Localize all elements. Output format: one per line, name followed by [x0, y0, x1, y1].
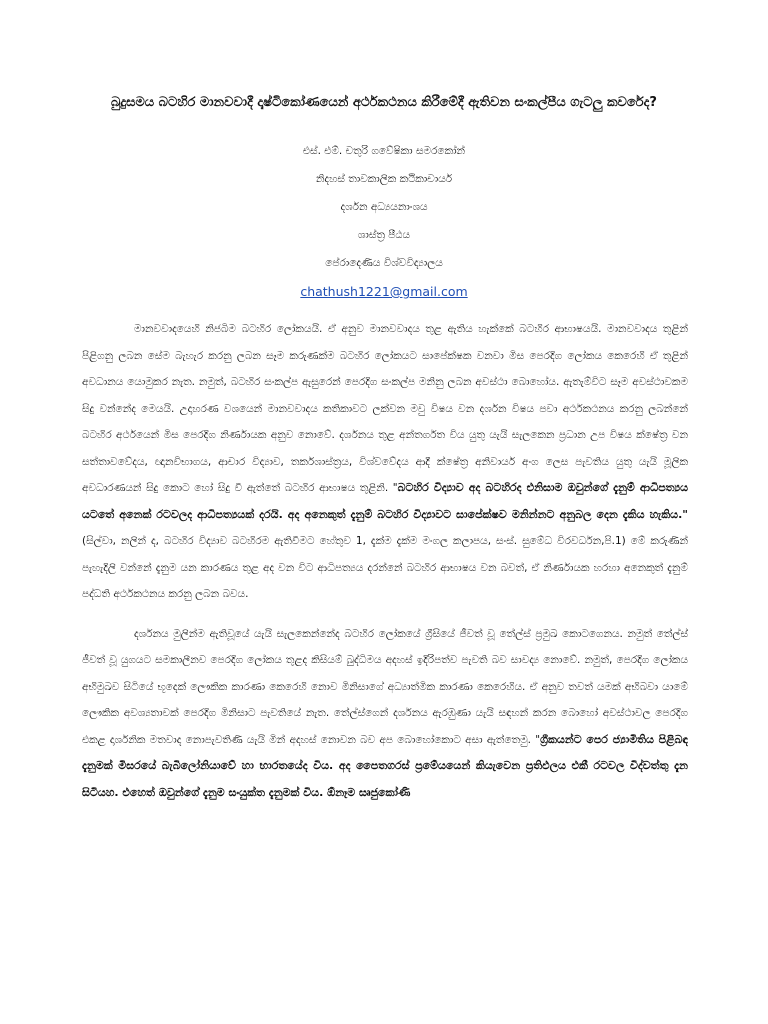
paper-body: [82, 316, 688, 806]
paragraph-1-rest: (සිල්වා, නලින් ද, බටහිර විද්‍යාව බටහිරම ඇතිවීමට හේතුව 1, දැක්ම දැක්ම මංගල කලාපය, සංස්. සුමේධ විරවර්ධන,පි.1) මේ කරුණින් පැහැදිලි වන්නේ දැනුම යන කාරණය තුළ අද වන විට ආධිපත්‍යය දරන්නේ බටහිර ආභාෂය වන බවත්, ඒ නිර්ණායක හරහා අනෙකුත් දැනුම් පද්ධති අර්ථකථනය කරනු ලබන බවය.: [82, 535, 688, 600]
paragraph-2: [82, 621, 688, 807]
author-block: [100, 142, 668, 310]
author-email-link[interactable]: chathush1221@gmail.com: [300, 284, 468, 299]
paragraph-2-quote: ග්‍රීකයන්ට පෙර ජ්‍යාමිතිය පිළිබඳ දැනුමක් මිසරයේ බැබිලෝනියාවේ හා භාරතයේද විය. අද පෛතගරස් ප්‍රමේයයෙන් කියැවෙන ප්‍රතිඵලය එකී රටවල විද්වත්තු දැන සිටියහ. එහෙත් ඔවුන්ගේ දැනුම සංයුක්ත දැනුමක් විය. ඕනෑම සෘජුකෝණි: [82, 732, 688, 799]
paragraph-2-intro: දර්ශනය මුලින්ම ඇතිවූයේ යැයි සැලකෙන්නේද බටහිර ලෝකයේ ග්‍රීසියේ ජීවත් වූ තේල්ස් ප්‍රමුඛ කොටගෙනය. නමුත් තේල්ස් ජීවත් වූ යුගයට සමකාලීනව පෙරදිග ලෝකය තුළද කිසියම් බුද්ධිමය අදහස් ඉදිරිපත්ව පැවති බව සාවද්‍ය නොවේ. නමුත්, පෙරදිග ලෝකය අභිමුඛව සිටියේ භූදෙක් ලෞකික කාරණා කෙරෙහි නොව මිනිසාගේ අධ්‍යාත්මික කාරණා කෙරෙහිය. ඒ අනුව තවත් යමක් අභිබවා යාමේ ලෞකික අවශ්‍යතාවක් පෙරදිග මිනිසාට පැවතියේ නැත. තේල්ස්ගෙන් දර්ශනය ඇරඹුණා යැයි සඳහන් කරන බොහෝ අවස්ථාවල පෙරදිග එකළ දාර්ශනික මතවාද නොපැවතිණි යැයි මින් අදහස් නොවන බව අප බොහෝකොට අසා ඇත්තෙමු. ": [82, 627, 688, 746]
author-faculty: ශාස්ත්‍ර පීඨය: [357, 229, 411, 241]
paper-title: බුදුසමය බටහිර මානවවාදී දෘෂ්ටිකෝණයෙන් අර්ථකථනය කිරීමේදී ඇතිවන සංකල්පීය ගැටලු කවරේද?: [111, 95, 657, 110]
author-name: එස්. එම්. චතුරි ගවේෂිකා සමරකෝන්: [302, 145, 466, 157]
author-position: නිදහස් තාවකාලික කථිකාචාර්ය: [315, 173, 453, 185]
paragraph-1-quote: බටහිර විද්‍යාව අද බටහිරද එනිසාම ඔවුන්ගේ දැනුම් ආධිපත්‍යය යටතේ අනෙක් රටවලද ආධිපත්‍යයක් දරයි. අද අනෙකුත් දැනුම් බටහිර විද්‍යාවට සාපේක්ෂව මනින්නට අනුබල දෙන දැකිය හැකිය.": [82, 481, 688, 521]
author-university: පේරාදෙණිය විශ්වවිද්‍යාලය: [325, 257, 443, 269]
paragraph-1-intro: මානවවාදයෙහි නිජබිම බටහිර ලෝකයයි. ඒ අනුව මානවවාදය තුළ ඇතිය හැක්කේ බටහිර ආභාෂයයි. මානවවාදය තුළින් පිළිගනු ලබන සේම බැහැර කරනු ලබන සෑම කරුණක්ම බටහිර ලෝකයට සාපේක්ෂක වනවා මිස පෙරදිග ලෝකය කෙරෙහි ඒ තුළින් අවධානය යොමුකර නැත. නමුත්, බටහිර සංකල්ප ඇසුරෙන් පෙරදිග සංකල්ප මනිනු ලබන අවස්ථා බොහෝය. ඇතැම්විට සෑම අවස්ථාවකම සිදු වන්නේද මෙයයි. උදාහරණ වශයෙන් මානවවාදය කතිකාවට ලක්වන මවු විෂය වන දර්ශන විෂය පවා අර්ථකථනය කරනු ලබන්නේ බටහිර අර්ථයෙන් මිස පෙරදිග නිර්ණායක අනුව නොවේ. දර්ශනය තුළ අන්තර්ගත විය යුතු යැයි සැලකෙන ප්‍රධාන උප විෂය ක්ෂේත්‍ර වන සත්තාවවේදය, ඥානවිභාගය, ආචාර විද්‍යාව, තර්කශාස්ත්‍රය, විශ්වවේදය ආදී ක්ෂේත්‍ර අනිවාර්ය අංග ලෙස පැවතිය යුතු යැයි මූලික අවධාරණයන් සිදු කොට හෝ සිදු වී ඇත්තේ බටහිර ආභාෂය තුළිනි. ": [82, 323, 688, 494]
author-department: දර්ශන අධ්‍යයනාංශය: [340, 201, 428, 213]
paragraph-1: [82, 316, 688, 608]
